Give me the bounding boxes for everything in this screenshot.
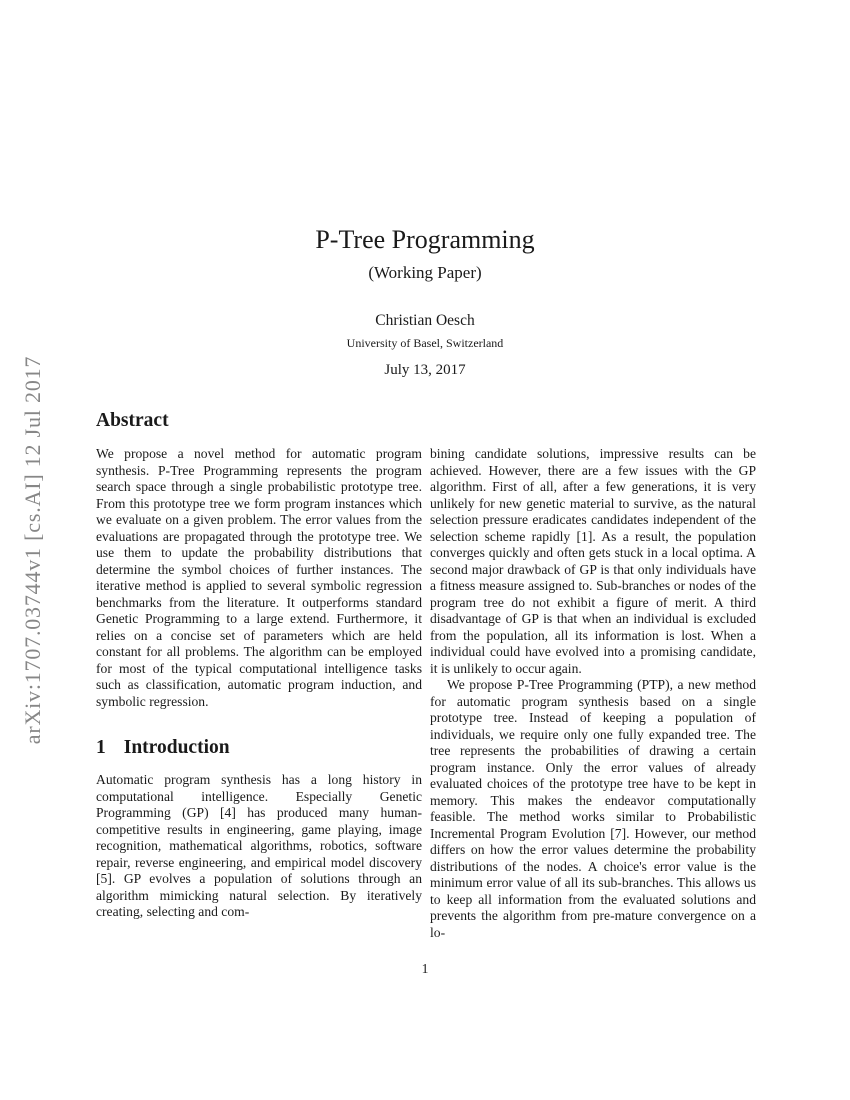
section-title: Introduction	[123, 737, 230, 758]
paper-title: P-Tree Programming	[315, 225, 535, 254]
paper-date: July 13, 2017	[384, 362, 466, 378]
introduction-text-left-column: Automatic program synthesis has a long history in computational intelligence. Especially Genetic Programming (GP) [4] has produced many human-competitive results in engineering, game playing, image recognition, mathematical algorithms, robotics, software repair, reverse engineering, and empirical model discovery [5]. GP evolves a population of solutions through an algorithm mimicking natural selection. By iteratively creating, selecting and com-	[96, 772, 422, 919]
abstract-text: We propose a novel method for automatic program synthesis. P-Tree Programming represents the program search space through a single probabilistic prototype tree. From this prototype tree we form program instances which we evaluate on a given problem. The error values from the evaluations are propagated through the prototype tree. We use them to update the probability distributions that determine the symbol choices of further instances. The iterative method is applied to several symbolic regression benchmarks from the literature. It outperforms standard Genetic Programming to a large extend. Furthermore, it relies on a concise set of parameters which are held constant for all problems. The algorithm can be employed for most of the typical computational intelligence tasks such as classification, automatic program induction, and symbolic regression.	[96, 446, 422, 709]
left-column	[96, 410, 422, 921]
author-name: Christian Oesch	[375, 312, 475, 329]
abstract-heading: Abstract	[96, 410, 169, 431]
right-column	[430, 446, 756, 941]
section-number: 1	[96, 737, 106, 758]
introduction-section-heading	[96, 737, 422, 759]
introduction-text-right-paragraph-1: bining candidate solutions, impressive results can be achieved. However, there are a few issues with the GP algorithm. First of all, after a few generations, it is very unlikely for new genetic material to survive, as the natural selection pressure eradicates candidates independent of the selection scheme rapidly [1]. As a result, the population converges quickly and often gets stuck in a local optima. A second major drawback of GP is that only individuals have a fitness measure assigned to. Sub-branches or nodes of the program tree do not exhibit a figure of merit. A third disadvantage of GP is that when an individual is excluded from the population, all its information is lost. When a individual could have evolved into a promising candidate, it is unlikely to occur again.	[430, 446, 756, 676]
paper-subtitle: (Working Paper)	[368, 263, 482, 282]
author-affiliation: University of Basel, Switzerland	[346, 336, 504, 350]
page-number: 1	[421, 961, 429, 976]
introduction-text-right-paragraph-2: We propose P-Tree Programming (PTP), a new method for automatic program synthesis based on a single prototype tree. Instead of keeping a population of individuals, we require only one fully expanded tree. The tree represents the probabilities of drawing a certain program instance. Only the error values of already evaluated choices of the prototype tree have to be kept in memory. This makes the endeavor computationally feasible. The method works similar to Probabilistic Incremental Program Evolution [7]. However, our method differs on how the error values determine the probability distributions of the nodes. A choice's error value is the minimum error value of all its sub-branches. This allows us to keep all information from the evaluated solutions and prevents the algorithm from pre-mature convergence on a lo-	[430, 677, 756, 940]
arxiv-watermark: arXiv:1707.03744v1 [cs.AI] 12 Jul 2017	[20, 355, 45, 745]
